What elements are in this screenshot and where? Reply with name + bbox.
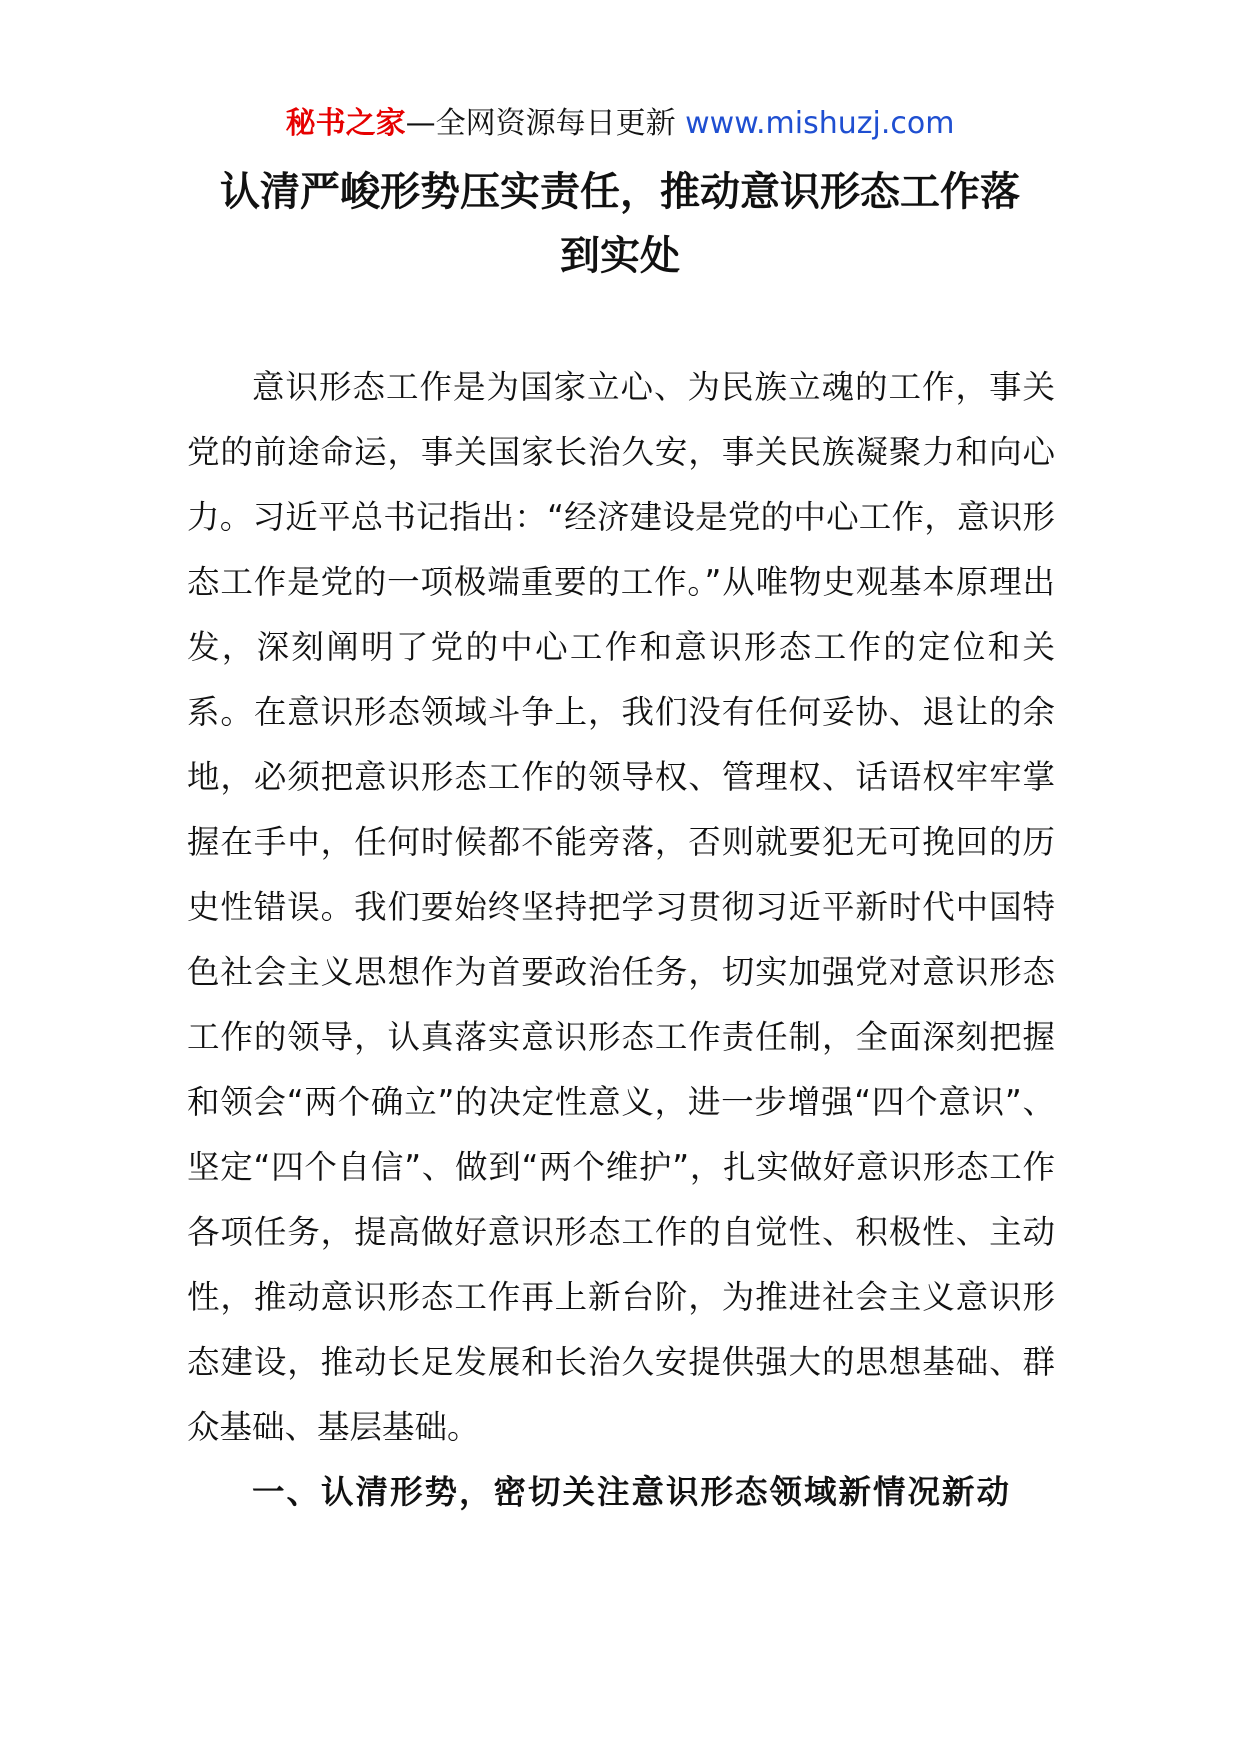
section-heading: 一、认清形势，密切关注意识形态领域新情况新动 bbox=[252, 1473, 1012, 1511]
title-line-2: 到实处 bbox=[560, 233, 680, 279]
title-line-1: 认清严峻形势压实责任，推动意识形态工作落 bbox=[220, 169, 1020, 215]
brand-name: 秘书之家 bbox=[285, 106, 406, 141]
header-tagline: —全网资源每日更新 bbox=[405, 106, 676, 141]
site-header bbox=[0, 102, 1240, 146]
site-url-link[interactable]: www.mishuzj.com bbox=[685, 106, 955, 141]
body-paragraph: 意识形态工作是为国家立心、为民族立魂的工作，事关党的前途命运，事关国家长治久安，事关民族凝聚力和向心力。习近平总书记指出：“经济建设是党的中心工作，意识形态工作是党的一项极端重要的工作。”从唯物史观基本原理出发，深刻阐明了党的中心工作和意识形态工作的定位和关系。在意识形态领域斗争上，我们没有任何妥协、退让的余地，必须把意识形态工作的领导权、管理权、话语权牢牢掌握在手中，任何时候都不能旁落，否则就要犯无可挽回的历史性错误。我们要始终坚持把学习贯彻习近平新时代中国特色社会主义思想作为首要政治任务，切实加强党对意识形态工作的领导，认真落实意识形态工作责任制，全面深刻把握和领会“两个确立”的决定性意义，进一步增强“四个意识”、坚定“四个自信”、做到“两个维护”，扎实做好意识形态工作各项任务，提高做好意识形态工作的自觉性、积极性、主动性，推动意识形态工作再上新台阶，为推进社会主义意识形态建设，推动长足发展和长治久安提供强大的思想基础、群众基础、基层基础。 bbox=[187, 368, 1055, 1446]
document-title bbox=[150, 160, 1090, 288]
document-body bbox=[187, 355, 1055, 1525]
